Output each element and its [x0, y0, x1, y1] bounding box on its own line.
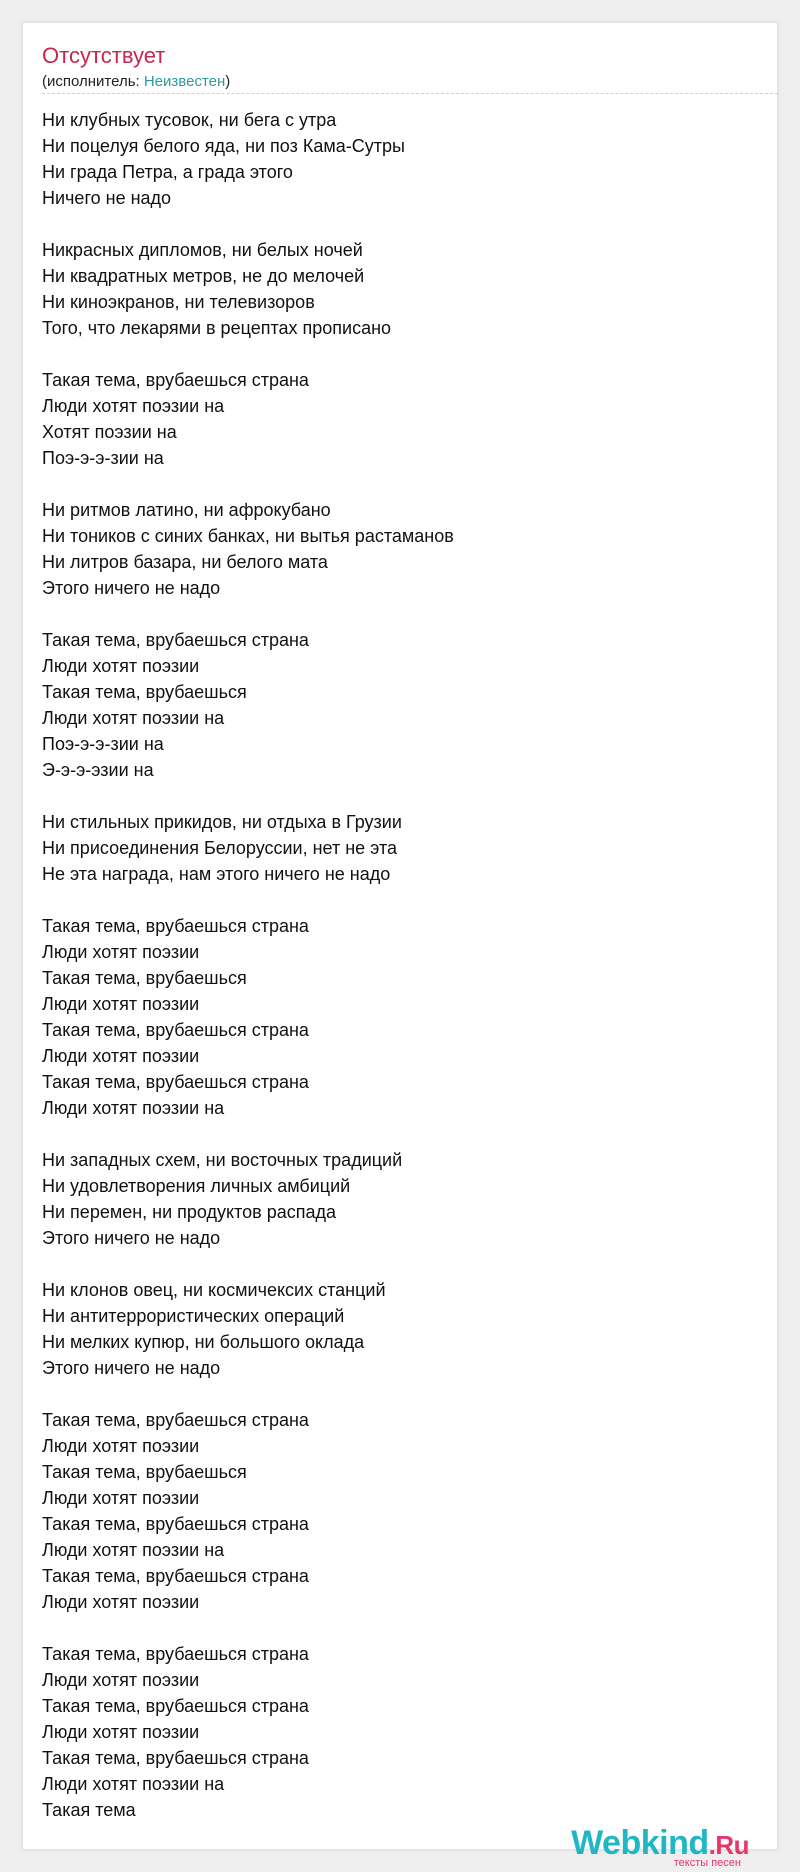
- lyrics-line: Люди хотят поэзии на: [42, 396, 225, 416]
- lyrics-line: Поэ-э-э-зии на: [42, 448, 164, 468]
- lyrics-line: Такая тема, врубаешься страна: [42, 1514, 309, 1534]
- lyrics-line: Ни западных схем, ни восточных традиций: [42, 1150, 403, 1170]
- lyrics-line: Люди хотят поэзии на: [42, 708, 225, 728]
- logo-tld: .Ru: [708, 1830, 749, 1860]
- lyrics-line: Люди хотят поэзии на: [42, 1098, 225, 1118]
- lyrics-stanza: [42, 107, 762, 211]
- lyrics-line: Люди хотят поэзии: [42, 942, 200, 962]
- title-divider: [42, 93, 778, 94]
- lyrics-line: Такая тема, врубаешься страна: [42, 916, 309, 936]
- lyrics-line: Люди хотят поэзии: [42, 656, 200, 676]
- lyrics-line: Такая тема, врубаешься страна: [42, 1410, 309, 1430]
- logo-tagline: тексты песен: [673, 1857, 741, 1869]
- song-title: Отсутствует: [42, 43, 166, 68]
- lyrics-line: Ничего не надо: [42, 188, 172, 208]
- lyrics-line: Ни клонов овец, ни космичексих станций: [42, 1280, 386, 1300]
- lyrics-line: Такая тема: [42, 1800, 136, 1820]
- lyrics-line: Такая тема, врубаешься: [42, 1462, 247, 1482]
- lyrics-line: Хотят поэзии на: [42, 422, 177, 442]
- lyrics-line: Ни поцелуя белого яда, ни поз Кама-Сутры: [42, 136, 405, 156]
- lyrics-line: Люди хотят поэзии: [42, 1046, 200, 1066]
- artist-prefix: (исполнитель:: [42, 73, 144, 90]
- lyrics-line: Поэ-э-э-зии на: [42, 734, 164, 754]
- lyrics-line: Такая тема, врубаешься страна: [42, 1020, 309, 1040]
- lyrics-line: Того, что лекарями в рецептах прописано: [42, 318, 392, 338]
- lyrics-line: Такая тема, врубаешься страна: [42, 630, 309, 650]
- lyrics-line: Э-э-э-эзии на: [42, 760, 154, 780]
- lyrics-line: Такая тема, врубаешься: [42, 682, 247, 702]
- lyrics-line: Этого ничего не надо: [42, 1358, 221, 1378]
- lyrics-stanza: [42, 913, 762, 1121]
- lyrics-line: Ни удовлетворения личных амбиций: [42, 1176, 351, 1196]
- artist-link[interactable]: Неизвестен: [143, 73, 226, 90]
- logo-name: Webkind: [571, 1824, 709, 1862]
- artist-suffix: ): [225, 73, 231, 90]
- lyrics-line: Такая тема, врубаешься страна: [42, 1748, 309, 1768]
- lyrics-line: Не эта награда, нам этого ничего не надо: [42, 864, 391, 884]
- lyrics-line: Этого ничего не надо: [42, 1228, 221, 1248]
- lyrics-line: Ни литров базара, ни белого мата: [42, 552, 328, 572]
- lyrics-line: Никрасных дипломов, ни белых ночей: [42, 240, 363, 260]
- lyrics-line: Ни тоников с синих банках, ни вытья растаманов: [42, 526, 454, 546]
- lyrics-line: Люди хотят поэзии: [42, 1722, 200, 1742]
- lyrics-stanza: [42, 497, 762, 601]
- lyrics-line: Такая тема, врубаешься: [42, 968, 247, 988]
- lyrics-line: Ни киноэкранов, ни телевизоров: [42, 292, 315, 312]
- lyrics-stanza: [42, 1277, 762, 1381]
- lyrics-line: Люди хотят поэзии на: [42, 1540, 225, 1560]
- lyrics-line: Ни перемен, ни продуктов распада: [42, 1202, 337, 1222]
- lyrics-line: Такая тема, врубаешься страна: [42, 1644, 309, 1664]
- lyrics-line: Люди хотят поэзии: [42, 1436, 200, 1456]
- lyrics-line: Такая тема, врубаешься страна: [42, 1566, 309, 1586]
- lyrics-text: [42, 107, 762, 1849]
- lyrics-stanza: [42, 367, 762, 471]
- site-logo[interactable]: [549, 1823, 749, 1867]
- lyrics-line: Такая тема, врубаешься страна: [42, 1072, 309, 1092]
- lyrics-line: Ни клубных тусовок, ни бега с утра: [42, 110, 337, 130]
- lyrics-line: Ни квадратных метров, не до мелочей: [42, 266, 365, 286]
- lyrics-stanza: [42, 1641, 762, 1823]
- lyrics-stanza: [42, 237, 762, 341]
- lyrics-line: Ни антитеррористических операций: [42, 1306, 345, 1326]
- lyrics-card: [22, 22, 778, 1869]
- lyrics-stanza: [42, 809, 762, 887]
- lyrics-line: Люди хотят поэзии: [42, 1592, 200, 1612]
- lyrics-line: Этого ничего не надо: [42, 578, 221, 598]
- lyrics-line: Ни мелких купюр, ни большого оклада: [42, 1332, 365, 1352]
- lyrics-line: Ни присоединения Белоруссии, нет не эта: [42, 838, 397, 858]
- lyrics-line: Такая тема, врубаешься страна: [42, 370, 309, 390]
- lyrics-stanza: [42, 1407, 762, 1615]
- lyrics-line: Ни града Петра, а града этого: [42, 162, 293, 182]
- lyrics-stanza: [42, 627, 762, 783]
- lyrics-line: Такая тема, врубаешься страна: [42, 1696, 309, 1716]
- lyrics-line: Ни ритмов латино, ни афрокубано: [42, 500, 331, 520]
- artist-line: [42, 73, 230, 91]
- lyrics-line: Люди хотят поэзии: [42, 1488, 200, 1508]
- lyrics-line: Люди хотят поэзии: [42, 1670, 200, 1690]
- lyrics-stanza: [42, 1147, 762, 1251]
- lyrics-line: Ни стильных прикидов, ни отдыха в Грузии: [42, 812, 402, 832]
- lyrics-line: Люди хотят поэзии на: [42, 1774, 225, 1794]
- lyrics-line: Люди хотят поэзии: [42, 994, 200, 1014]
